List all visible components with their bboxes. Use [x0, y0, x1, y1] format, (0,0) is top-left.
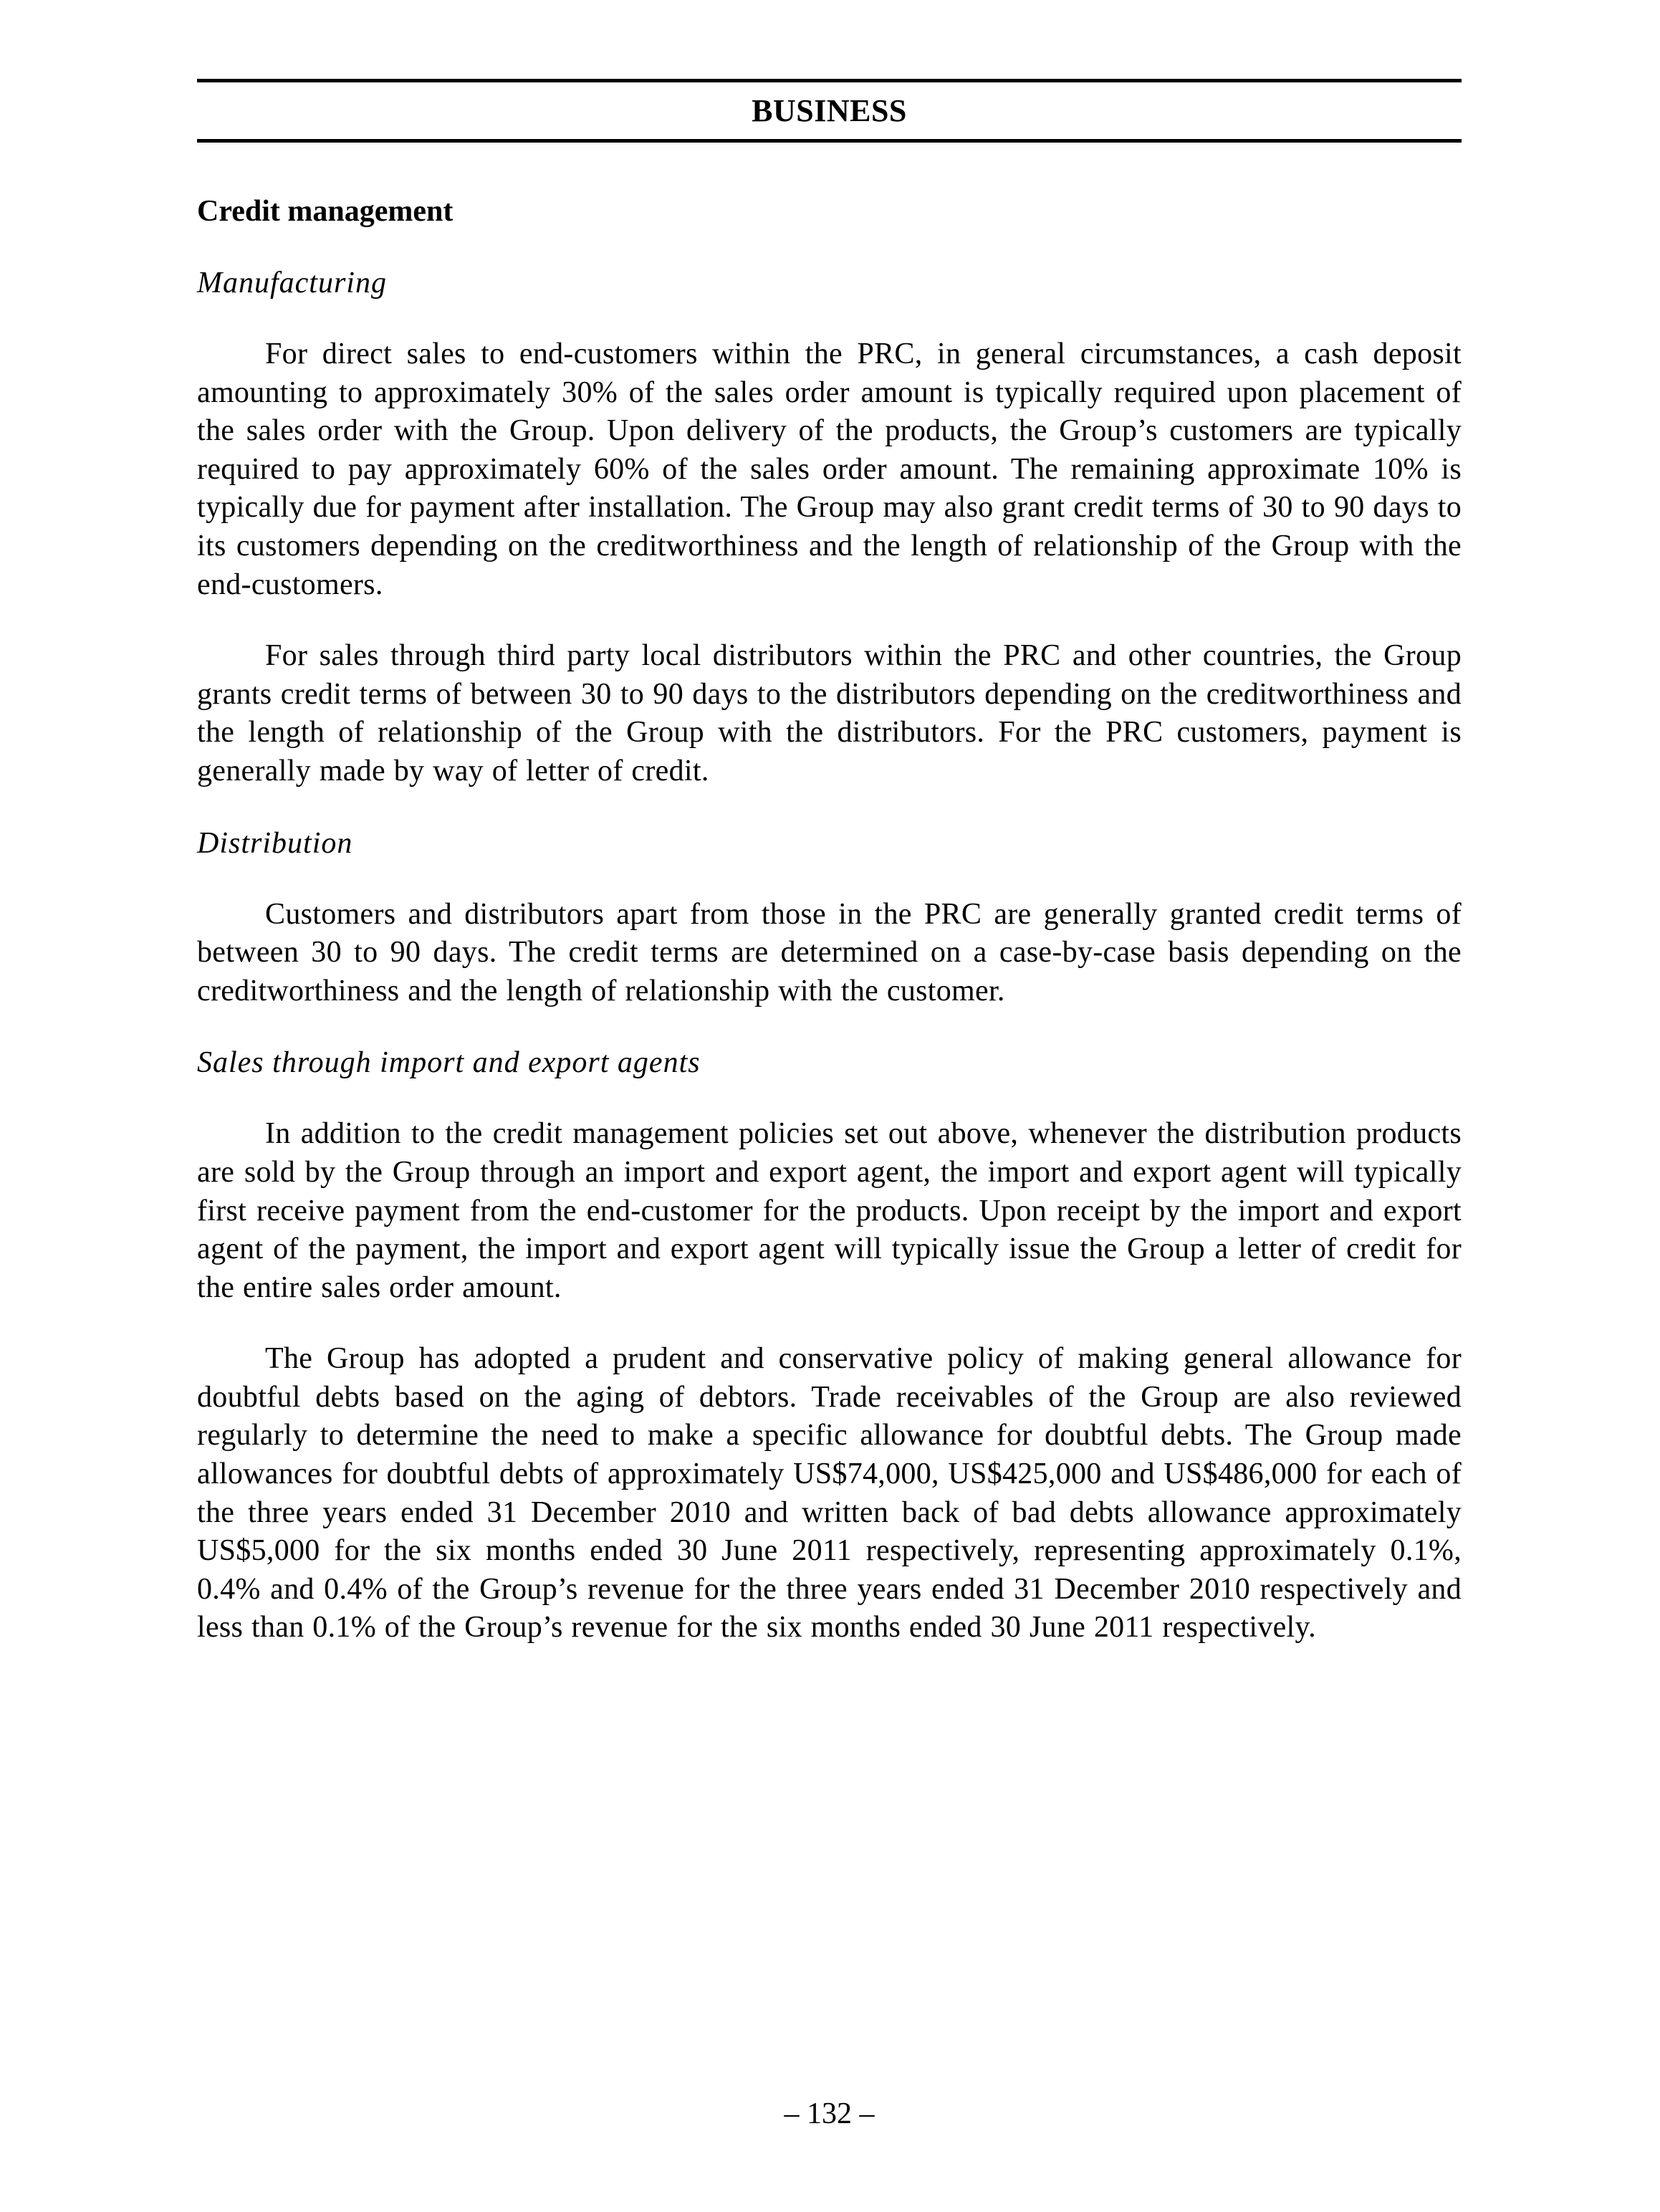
page-number: – 132 – — [784, 2097, 875, 2130]
paragraph-import-export-agent: In addition to the credit management policies set out above, whenever the distribution products are sold by the Group through an import and export agent, the import and export agent will typically first receive payment from the end-customer for the products. Upon receipt by the import and export agent of the payment, the import and export agent will typically issue the Group a letter of credit for the entire sales order amount. — [197, 1117, 1462, 1304]
subsection-heading-import-export-agents: Sales through import and export agents — [197, 1046, 701, 1080]
subsection-heading-distribution: Distribution — [197, 826, 353, 860]
paragraph-doubtful-debts-allowance: The Group has adopted a prudent and conservative policy of making general allowance for doubtful debts based on the aging of debtors. Trade receivables of the Group are also reviewed regularly to determine the need to make a specific allowance for doubtful debts. The Group made allowances for doubtful debts of approximately US$74,000, US$425,000 and US$486,000 for each of the three years ended 31 December 2010 and written back of bad debts allowance approximately US$5,000 for the six months ended 30 June 2011 respectively, representing approximately 0.1%, 0.4% and 0.4% of the Group’s revenue for the three years ended 31 December 2010 respectively and less than 0.1% of the Group’s revenue for the six months ended 30 June 2011 respectively. — [197, 1342, 1462, 1644]
document-page — [197, 0, 1462, 2212]
subsection-heading-manufacturing: Manufacturing — [197, 267, 387, 300]
page-header — [197, 79, 1462, 143]
header-title: BUSINESS — [752, 93, 907, 128]
paragraph-third-party-distributors: For sales through third party local distributors within the PRC and other countries, the Group grants credit terms of between 30 to 90 days to the distributors depending on the creditworthiness and the length of relationship of the Group with the distributors. For the PRC customers, payment is generally made by way of letter of credit. — [197, 639, 1462, 787]
paragraph-distribution-credit-terms: Customers and distributors apart from those in the PRC are generally granted credit terms of between 30 to 90 days. The credit terms are determined on a case-by-case basis depending on the creditworthiness and the length of relationship with the customer. — [197, 897, 1462, 1007]
header-bottom-rule — [197, 139, 1462, 143]
paragraph-direct-sales: For direct sales to end-customers within the PRC, in general circumstances, a cash deposit amounting to approximately 30% of the sales order amount is typically required upon placement of the sales order with the Group. Upon delivery of the products, the Group’s customers are typically required to pay approximately 60% of the sales order amount. The remaining approximate 10% is typically due for payment after installation. The Group may also grant credit terms of 30 to 90 days to its customers depending on the creditworthiness and the length of relationship of the Group with the end-customers. — [197, 337, 1462, 601]
page-content — [197, 192, 1462, 1680]
section-title: Credit management — [197, 195, 454, 228]
